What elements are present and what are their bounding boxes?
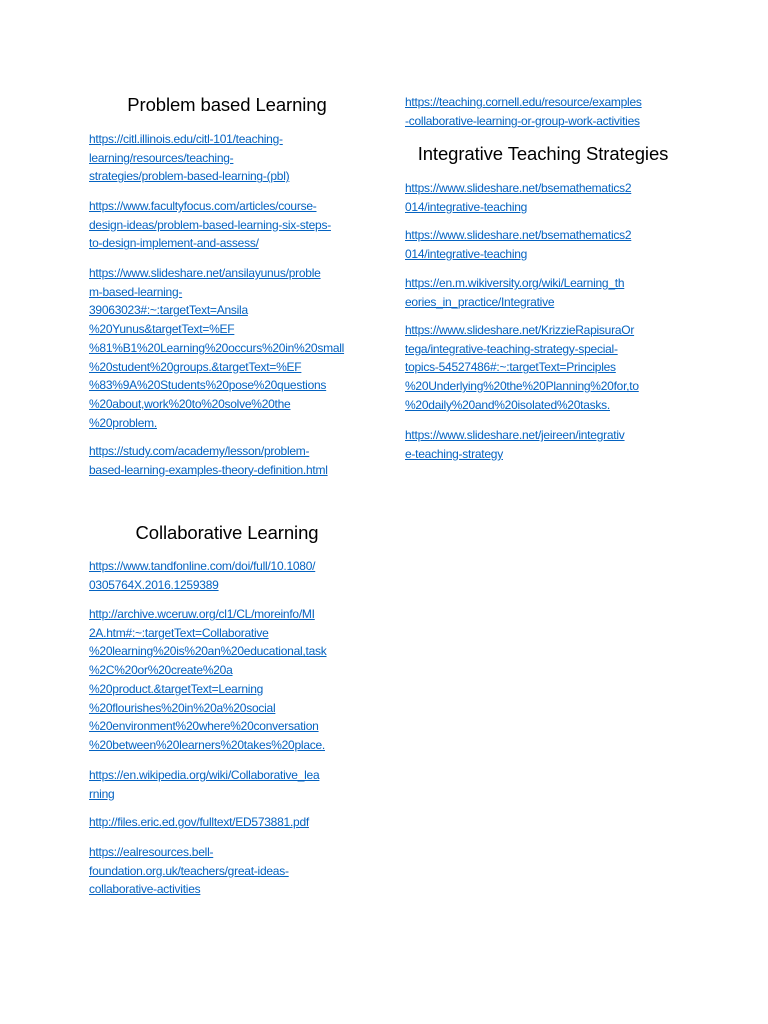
link-line: https://teaching.cornell.edu/resource/examples [405, 95, 642, 109]
link-line: https://www.facultyfocus.com/articles/course- [89, 199, 317, 213]
link-line: e-teaching-strategy [405, 446, 503, 461]
link-line: %20between%20learners%20takes%20place. [89, 737, 325, 752]
link-line: to-design-implement-and-assess/ [89, 236, 259, 251]
link-line: %81%B1%20Learning%20occurs%20in%20small [89, 340, 345, 355]
link-tandfonline[interactable] [89, 557, 365, 594]
link-slideshare-jeireen[interactable] [405, 426, 681, 463]
link-eric-fulltext[interactable] [89, 813, 365, 832]
link-slideshare-bsemathematics-1[interactable] [405, 179, 681, 216]
link-line: %20environment%20where%20conversation [89, 719, 319, 734]
link-ealresources-bell-foundation[interactable] [89, 843, 365, 899]
link-wikiversity-integrative[interactable] [405, 274, 681, 311]
link-slideshare-ansilayunus[interactable] [89, 264, 365, 432]
link-line: %20Underlying%20the%20Planning%20for,to [405, 379, 639, 394]
link-line: %20product.&targetText=Learning [89, 681, 264, 696]
link-line: %20flourishes%20in%20a%20social [89, 700, 276, 715]
link-line: http://files.eric.ed.gov/fulltext/ED573881.pdf [89, 815, 309, 829]
link-line: https://www.slideshare.net/jeireen/integrativ [405, 428, 625, 442]
link-line: https://www.slideshare.net/KrizzieRapisuraOr [405, 323, 635, 337]
link-line: %20student%20groups.&targetText=%EF [89, 359, 302, 374]
heading-problem-based-learning: Problem based Learning [127, 94, 327, 115]
link-line: https://citl.illinois.edu/citl-101/teaching- [89, 132, 283, 146]
link-line: eories_in_practice/Integrative [405, 294, 555, 309]
link-line: tega/integrative-teaching-strategy-special- [405, 341, 618, 356]
link-line: https://www.tandfonline.com/doi/full/10.1080/ [89, 559, 316, 573]
link-line: topics-54527486#:~:targetText=Principles [405, 360, 616, 375]
link-line: design-ideas/problem-based-learning-six-steps- [89, 217, 331, 232]
link-line: %20daily%20and%20isolated%20tasks. [405, 397, 610, 412]
link-wceruw-archive[interactable] [89, 605, 365, 755]
link-slideshare-krizzierapisuraortega[interactable] [405, 321, 681, 415]
link-line: 39063023#:~:targetText=Ansila [89, 303, 248, 318]
link-line: 0305764X.2016.1259389 [89, 577, 219, 592]
link-line: https://en.wikipedia.org/wiki/Collaborative_lea [89, 768, 320, 782]
link-line: 2A.htm#:~:targetText=Collaborative [89, 625, 269, 640]
link-line: 014/integrative-teaching [405, 199, 528, 214]
link-line: rning [89, 786, 115, 801]
link-line: https://en.m.wikiversity.org/wiki/Learning_th [405, 276, 625, 290]
link-cornell-collaborative[interactable] [405, 93, 681, 130]
link-line: https://www.slideshare.net/bsemathematics2 [405, 228, 632, 242]
heading-integrative-teaching-strategies: Integrative Teaching Strategies [417, 143, 669, 164]
link-line: https://ealresources.bell- [89, 845, 214, 859]
link-line: collaborative-activities [89, 882, 201, 897]
link-line: %2C%20or%20create%20a [89, 663, 233, 678]
link-slideshare-bsemathematics-2[interactable] [405, 226, 681, 263]
link-line: https://www.slideshare.net/ansilayunus/proble [89, 266, 321, 280]
link-line: foundation.org.uk/teachers/great-ideas- [89, 863, 289, 878]
link-line: m-based-learning- [89, 284, 183, 299]
link-line: learning/resources/teaching- [89, 150, 234, 165]
link-line: %20Yunus&targetText=%EF [89, 322, 235, 337]
link-line: 014/integrative-teaching [405, 246, 528, 261]
link-wikipedia-collaborative-learning[interactable] [89, 766, 365, 803]
link-study-com-pbl[interactable] [89, 442, 365, 479]
link-facultyfocus-pbl[interactable] [89, 197, 365, 253]
link-line: %83%9A%20Students%20pose%20questions [89, 378, 327, 393]
link-line: http://archive.wceruw.org/cl1/CL/moreinfo/MI [89, 607, 315, 621]
link-citl-illinois-pbl[interactable] [89, 130, 365, 186]
link-line: %20about,work%20to%20solve%20the [89, 396, 291, 411]
link-line: %20learning%20is%20an%20educational,task [89, 644, 327, 659]
link-line: strategies/problem-based-learning-(pbl) [89, 169, 290, 184]
link-line: %20problem. [89, 415, 157, 430]
link-line: https://study.com/academy/lesson/problem- [89, 444, 310, 458]
link-line: -collaborative-learning-or-group-work-activities [405, 113, 640, 128]
link-line: based-learning-examples-theory-definition.html [89, 462, 328, 477]
heading-collaborative-learning: Collaborative Learning [135, 522, 319, 543]
link-line: https://www.slideshare.net/bsemathematics2 [405, 181, 632, 195]
